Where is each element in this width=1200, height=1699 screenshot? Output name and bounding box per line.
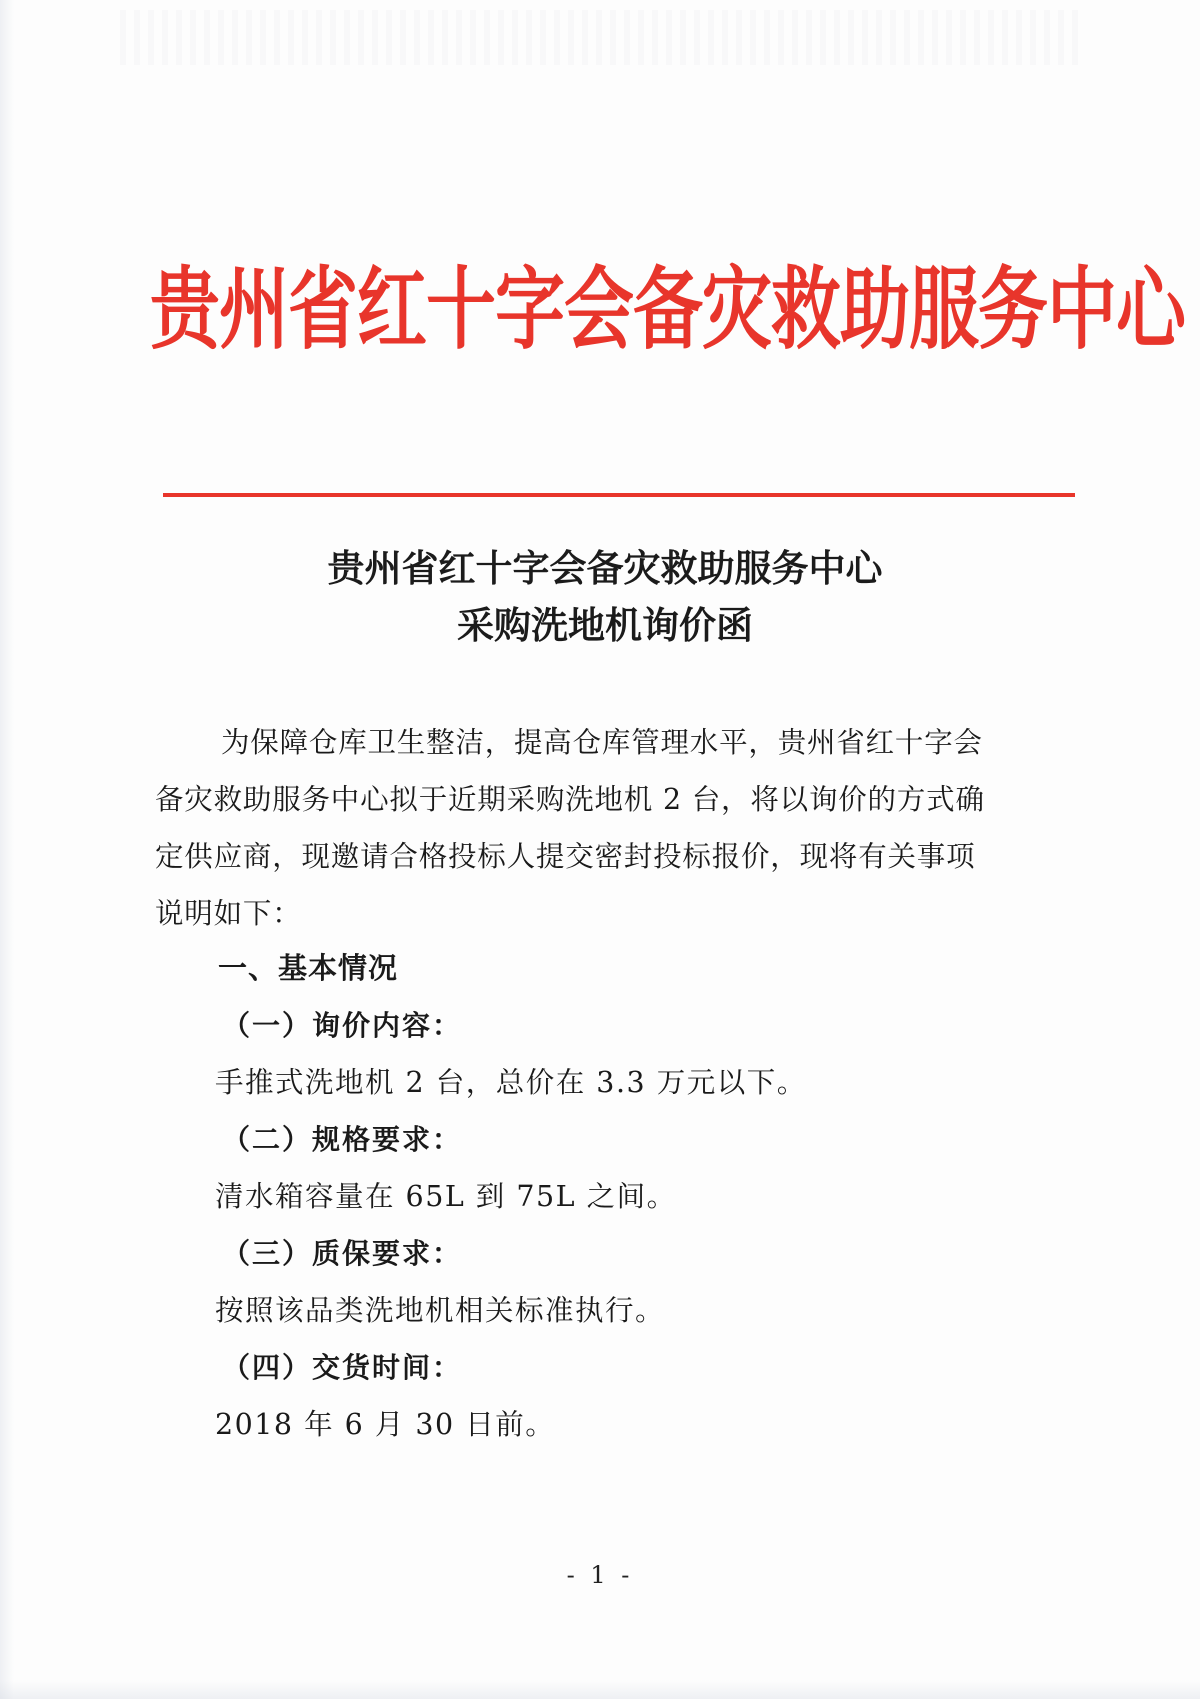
intro-paragraph [155,714,1060,942]
delivery-time-value: 2018 年 6 月 30 日前。 [215,1408,556,1441]
issuer-title: 贵州省红十字会备灾救助服务中心 [150,257,1185,363]
specification-label: （二）规格要求： [222,1123,463,1156]
scan-artifact-top [120,10,1080,65]
page-number: - 1 - [566,1561,634,1589]
warranty-label: （三）质保要求： [222,1237,463,1270]
intro-line: 为保障仓库卫生整洁，提高仓库管理水平，贵州省红十字会 [221,726,983,759]
intro-line: 定供应商，现邀请合格投标人提交密封投标报价，现将有关事项 [155,840,976,873]
scan-artifact-left [0,0,14,1699]
intro-line: 说明如下： [155,897,302,930]
inquiry-content-value: 手推式洗地机 2 台，总价在 3.3 万元以下。 [215,1066,807,1099]
scan-artifact-bottom [0,1680,1200,1699]
document-heading-line2: 采购洗地机询价函 [457,603,753,647]
warranty-value: 按照该品类洗地机相关标准执行。 [215,1294,666,1327]
document-heading-line1: 贵州省红十字会备灾救助服务中心 [327,546,883,590]
section-heading-basic-info: 一、基本情况 [218,951,399,985]
header-red-rule [163,493,1075,497]
intro-line: 备灾救助服务中心拟于近期采购洗地机 2 台，将以询价的方式确 [155,783,985,816]
specification-value: 清水箱容量在 65L 到 75L 之间。 [215,1180,677,1213]
delivery-time-label: （四）交货时间： [222,1351,463,1384]
inquiry-content-label: （一）询价内容： [222,1009,463,1042]
